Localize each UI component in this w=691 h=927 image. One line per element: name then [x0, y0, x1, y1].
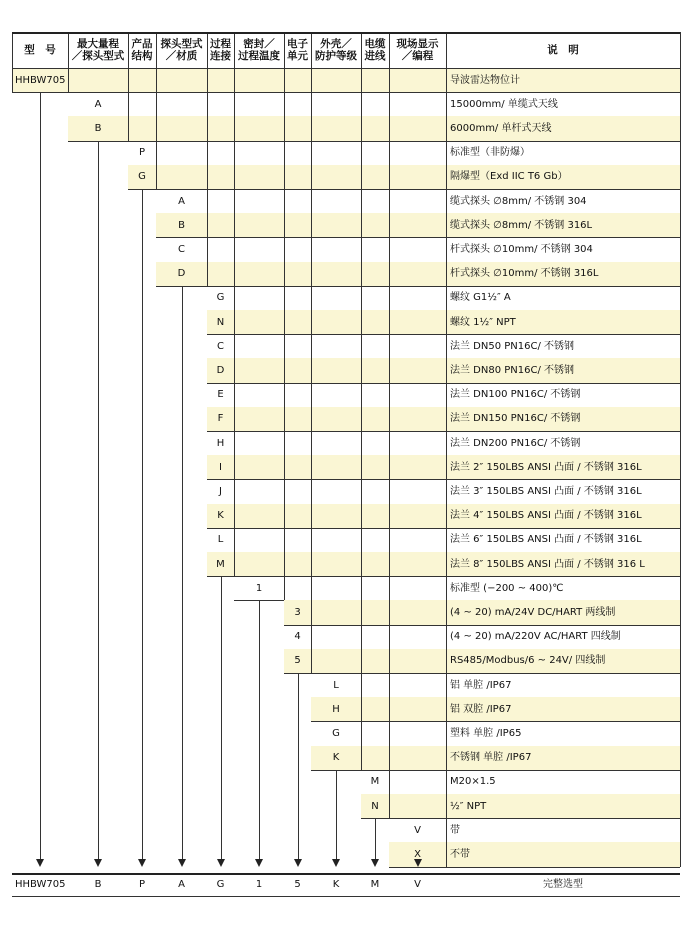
- final-code: K: [332, 879, 340, 890]
- option-description: 法兰 DN80 PN16C/ 不锈钢: [450, 364, 575, 376]
- option-description: 法兰 DN150 PN16C/ 不锈钢: [450, 413, 581, 425]
- option-code: G: [138, 171, 146, 183]
- option-description: 15000mm/ 单缆式天线: [450, 98, 558, 110]
- column-divider: [446, 32, 447, 867]
- final-row-bottom-border: [12, 896, 680, 897]
- option-description: (4 ~ 20) mA/24V DC/HART 两线制: [450, 606, 616, 618]
- column-divider: [389, 32, 390, 818]
- option-description: 导波雷达物位计: [450, 74, 520, 86]
- column-divider: [128, 32, 129, 141]
- header-probe: 探头型式 ／材质: [160, 38, 203, 62]
- final-code: B: [94, 879, 102, 890]
- option-description: M20×1.5: [450, 776, 496, 788]
- option-code: K: [332, 752, 340, 764]
- connector-line: [182, 286, 183, 859]
- option-description: 法兰 8″ 150LBS ANSI 凸面 / 不锈钢 316 L: [450, 558, 645, 570]
- column-divider: [234, 32, 235, 576]
- option-code: D: [177, 268, 186, 280]
- option-code: G: [216, 292, 225, 304]
- header-seal: 密封／ 过程温度: [238, 38, 280, 62]
- option-description: RS485/Modbus/6 ~ 24V/ 四线制: [450, 655, 606, 667]
- final-description: 完整选型: [543, 879, 583, 890]
- final-code: M: [370, 879, 380, 890]
- option-code: J: [219, 485, 222, 497]
- option-description: 法兰 2″ 150LBS ANSI 凸面 / 不锈钢 316L: [450, 461, 642, 473]
- option-description: 缆式探头 ∅8mm/ 不锈钢 316L: [450, 219, 593, 231]
- connector-arrow-icon: [217, 859, 225, 867]
- option-code: F: [217, 413, 224, 425]
- header-connection: 过程 连接: [210, 38, 231, 62]
- column-divider: [361, 32, 362, 770]
- column-divider: [207, 32, 208, 286]
- option-description: 法兰 DN200 PN16C/ 不锈钢: [450, 437, 581, 449]
- option-code: A: [94, 98, 102, 110]
- option-description: 塑料 单腔 /IP65: [450, 727, 522, 739]
- option-description: 不锈钢 单腔 /IP67: [450, 752, 532, 764]
- option-description: (4 ~ 20) mA/220V AC/HART 四线制: [450, 631, 621, 643]
- connector-line: [336, 770, 337, 859]
- connector-arrow-icon: [255, 859, 263, 867]
- connector-line: [221, 576, 222, 859]
- option-code: P: [138, 147, 146, 159]
- option-description: 标准型 (−200 ~ 400)℃: [450, 582, 564, 594]
- connector-line: [98, 141, 99, 859]
- column-divider: [311, 32, 312, 673]
- option-description: 杆式探头 ∅10mm/ 不锈钢 304: [450, 243, 593, 255]
- option-code: 4: [294, 631, 301, 643]
- option-code: B: [94, 122, 102, 134]
- header-housing: 外壳／ 防护等级: [315, 38, 357, 62]
- option-code: H: [332, 703, 340, 715]
- option-description: 铝 单腔 /IP67: [450, 679, 512, 691]
- option-code: L: [333, 679, 339, 691]
- option-code: N: [371, 800, 379, 812]
- option-code: C: [178, 243, 185, 255]
- column-divider: [284, 32, 285, 600]
- header-description: 说 明: [547, 44, 579, 56]
- option-code: 1: [255, 582, 263, 594]
- final-code: G: [216, 879, 225, 890]
- option-code: N: [216, 316, 225, 328]
- option-description: 法兰 DN100 PN16C/ 不锈钢: [450, 389, 581, 401]
- connector-arrow-icon: [332, 859, 340, 867]
- connector-arrow-icon: [371, 859, 379, 867]
- table-right-border: [680, 32, 681, 867]
- option-code: HHBW705: [15, 74, 66, 86]
- option-code: B: [178, 219, 185, 231]
- option-code: G: [332, 727, 340, 739]
- connector-line: [40, 92, 41, 859]
- final-code: A: [178, 879, 185, 890]
- option-description: 6000mm/ 单杆式天线: [450, 122, 552, 134]
- header-display: 现场显示 ／编程: [396, 38, 439, 62]
- option-code: C: [217, 340, 224, 352]
- option-code: M: [370, 776, 380, 788]
- connector-arrow-icon: [138, 859, 146, 867]
- connector-arrow-icon: [414, 859, 422, 867]
- option-description: 标准型（非防爆）: [450, 147, 530, 159]
- header-cable: 电缆 进线: [364, 38, 386, 62]
- final-code: 5: [294, 879, 301, 890]
- column-divider: [68, 32, 69, 92]
- option-description: 铝 双腔 /IP67: [450, 703, 512, 715]
- option-code: 3: [294, 606, 301, 618]
- connector-line: [375, 818, 376, 859]
- option-code: M: [216, 558, 225, 570]
- option-description: 隔爆型（Exd IIC T6 Gb）: [450, 171, 568, 183]
- option-description: 螺纹 G1½″ A: [450, 292, 511, 304]
- option-description: 带: [450, 824, 460, 836]
- option-code: E: [217, 389, 224, 401]
- option-code: D: [216, 364, 225, 376]
- option-code: 5: [294, 655, 301, 667]
- header-bottom-border: [12, 68, 680, 69]
- connector-arrow-icon: [178, 859, 186, 867]
- option-description: 杆式探头 ∅10mm/ 不锈钢 316L: [450, 268, 599, 280]
- option-code: H: [216, 437, 225, 449]
- option-description: 法兰 4″ 150LBS ANSI 凸面 / 不锈钢 316L: [450, 510, 642, 522]
- final-code: V: [414, 879, 421, 890]
- option-code: A: [178, 195, 185, 207]
- option-description: 法兰 DN50 PN16C/ 不锈钢: [450, 340, 575, 352]
- option-description: 不带: [450, 848, 470, 860]
- option-code: X: [414, 848, 421, 860]
- final-code: P: [138, 879, 146, 890]
- header-model: 型 号: [24, 44, 56, 56]
- option-description: ½″ NPT: [450, 800, 487, 812]
- final-code: 1: [255, 879, 263, 890]
- option-code: K: [217, 510, 224, 522]
- header-electronics: 电子 单元: [287, 38, 308, 62]
- connector-line: [259, 600, 260, 859]
- column-divider: [156, 32, 157, 189]
- option-code: V: [414, 824, 421, 836]
- connector-line: [142, 189, 143, 859]
- option-description: 法兰 6″ 150LBS ANSI 凸面 / 不锈钢 316L: [450, 534, 642, 546]
- connector-arrow-icon: [94, 859, 102, 867]
- option-code: I: [219, 461, 222, 473]
- header-structure: 产品 结构: [131, 38, 153, 62]
- table-top-border: [12, 32, 680, 34]
- row-divider: [389, 867, 680, 868]
- table-left-border: [12, 32, 13, 92]
- connector-arrow-icon: [36, 859, 44, 867]
- connector-line: [298, 673, 299, 859]
- final-code: HHBW705: [15, 879, 66, 890]
- option-description: 缆式探头 ∅8mm/ 不锈钢 304: [450, 195, 587, 207]
- option-description: 螺纹 1½″ NPT: [450, 316, 516, 328]
- option-code: L: [217, 534, 224, 546]
- option-description: 法兰 3″ 150LBS ANSI 凸面 / 不锈钢 316L: [450, 485, 642, 497]
- connector-arrow-icon: [294, 859, 302, 867]
- header-range: 最大量程 ／探头型式: [71, 38, 125, 62]
